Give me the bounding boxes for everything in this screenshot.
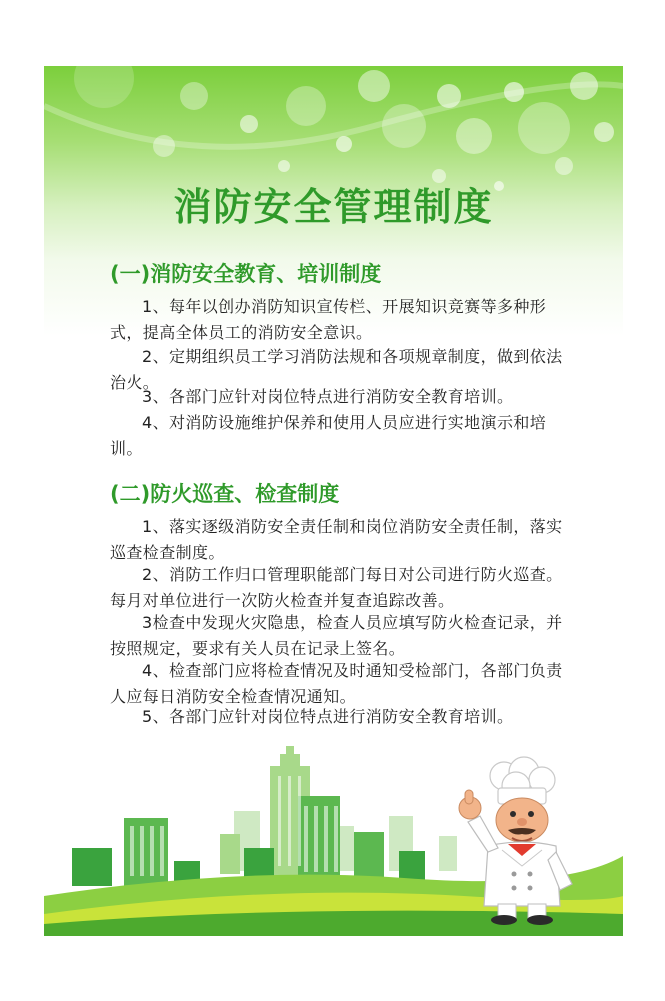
section-heading-inspection: (二)防火巡查、检查制度	[110, 482, 340, 506]
inspection-item-5: 5、各部门应针对岗位特点进行消防安全教育培训。	[142, 707, 514, 726]
section-heading-training: (一)消防安全教育、培训制度	[110, 262, 382, 286]
page-title: 消防安全管理制度	[173, 185, 494, 229]
chef-mascot	[442, 756, 587, 926]
training-item-1: 1、每年以创办消防知识宣传栏、开展知识竞赛等多种形式，提高全体员工的消防安全意识。	[110, 297, 547, 342]
inspection-item-3: 3检查中发现火灾隐患，检查人员应填写防火检查记录，并按照规定，要求有关人员在记录上签名。	[110, 613, 563, 658]
chef-hat	[490, 757, 555, 804]
training-item-2: 2、定期组织员工学习消防法规和各项规章制度，做到依法治火。	[110, 347, 563, 392]
inspection-item-2: 2、消防工作归口管理职能部门每日对公司进行防火巡查。每月对单位进行一次防火检查并复查追踪改善。	[110, 565, 563, 610]
inspection-item-4: 4、检查部门应将检查情况及时通知受检部门，各部门负责人应每日消防安全检查情况通知。	[110, 661, 563, 706]
training-item-3: 3、各部门应针对岗位特点进行消防安全教育培训。	[142, 387, 514, 406]
training-item-4: 4、对消防设施维护保养和使用人员应进行实地演示和培训。	[110, 413, 547, 458]
poster	[44, 66, 623, 936]
inspection-item-1: 1、落实逐级消防安全责任制和岗位消防安全责任制，落实巡查检查制度。	[110, 517, 563, 562]
